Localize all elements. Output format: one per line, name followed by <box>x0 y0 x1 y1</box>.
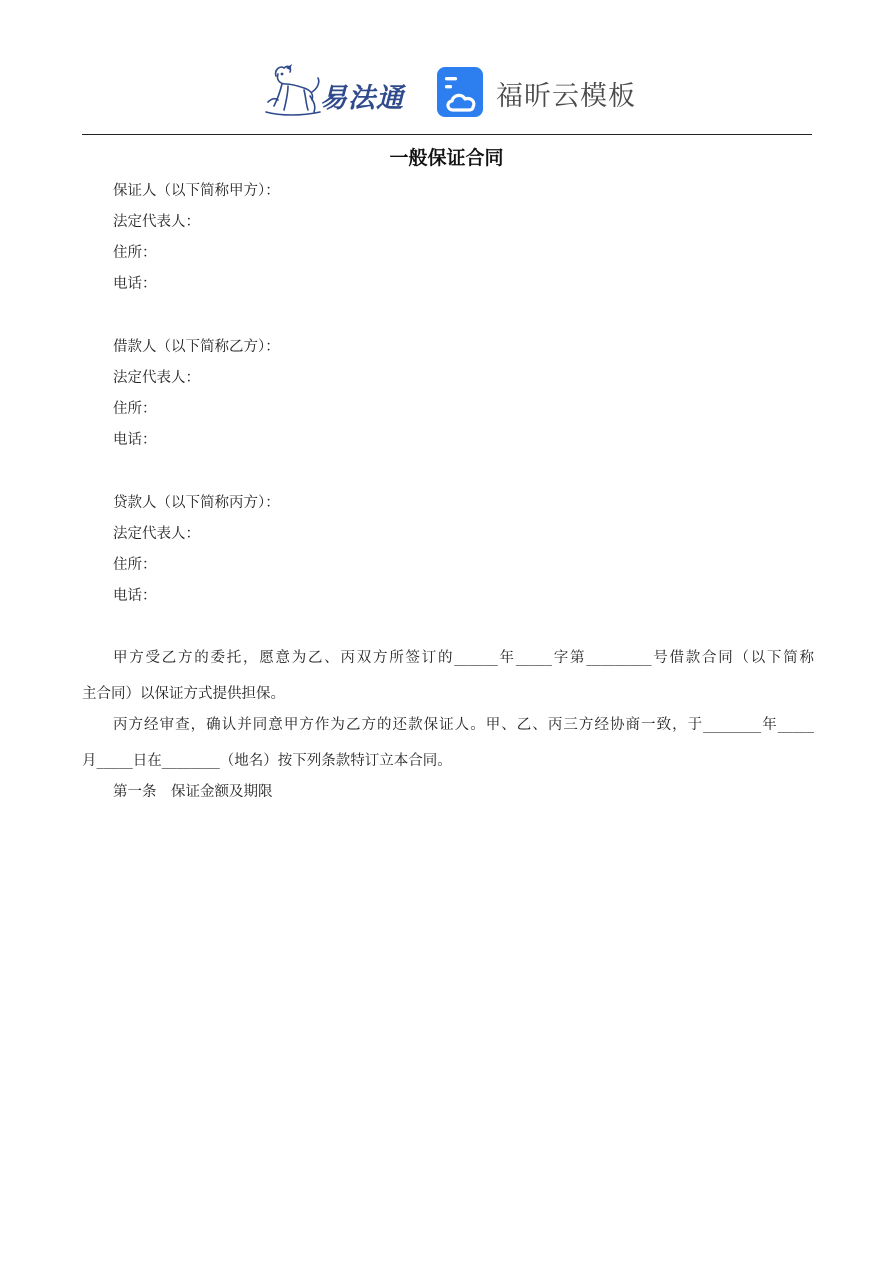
paragraph-line: 主合同）以保证方式提供担保。 <box>82 686 285 702</box>
borrower-rep-line: 法定代表人： <box>113 370 200 386</box>
guarantor-name-line: 保证人（以下简称甲方）： <box>113 183 280 199</box>
paragraph-line: 月_____日在________（地名）按下列条款特订立本合同。 <box>82 753 452 769</box>
paragraph-line: 甲方受乙方的委托，愿意为乙、丙双方所签订的______年_____字第_________号借款合同（以下简称 <box>113 650 814 666</box>
fuxin-logo-text: 福昕云模板 <box>496 81 636 112</box>
header-divider <box>82 134 812 135</box>
page-header <box>0 56 893 126</box>
yifatong-logo <box>262 62 414 118</box>
paragraph-line: 丙方经审查，确认并同意甲方作为乙方的还款保证人。甲、乙、丙三方经协商一致，于________年_____ <box>113 717 814 733</box>
lender-name-line: 贷款人（以下简称丙方）： <box>113 495 280 511</box>
cloud-document-icon <box>436 66 486 118</box>
qilin-icon <box>262 62 324 118</box>
borrower-name-line: 借款人（以下简称乙方）： <box>113 339 280 355</box>
guarantor-address-line: 住所： <box>113 245 157 261</box>
lender-address-line: 住所： <box>113 557 157 573</box>
lender-rep-line: 法定代表人： <box>113 526 200 542</box>
lender-phone-line: 电话： <box>113 588 157 604</box>
paragraph-review-agreement <box>82 707 814 779</box>
document-title: 一般保证合同 <box>389 147 504 169</box>
guarantor-phone-line: 电话： <box>113 276 157 292</box>
yifatong-logo-text: 易法通 <box>320 83 404 114</box>
borrower-address-line: 住所： <box>113 401 157 417</box>
borrower-phone-line: 电话： <box>113 432 157 448</box>
guarantor-rep-line: 法定代表人： <box>113 214 200 230</box>
article-1-heading: 第一条 保证金额及期限 <box>113 784 273 800</box>
paragraph-guarantee-entrust <box>82 640 814 712</box>
fuxin-logo <box>436 66 646 118</box>
